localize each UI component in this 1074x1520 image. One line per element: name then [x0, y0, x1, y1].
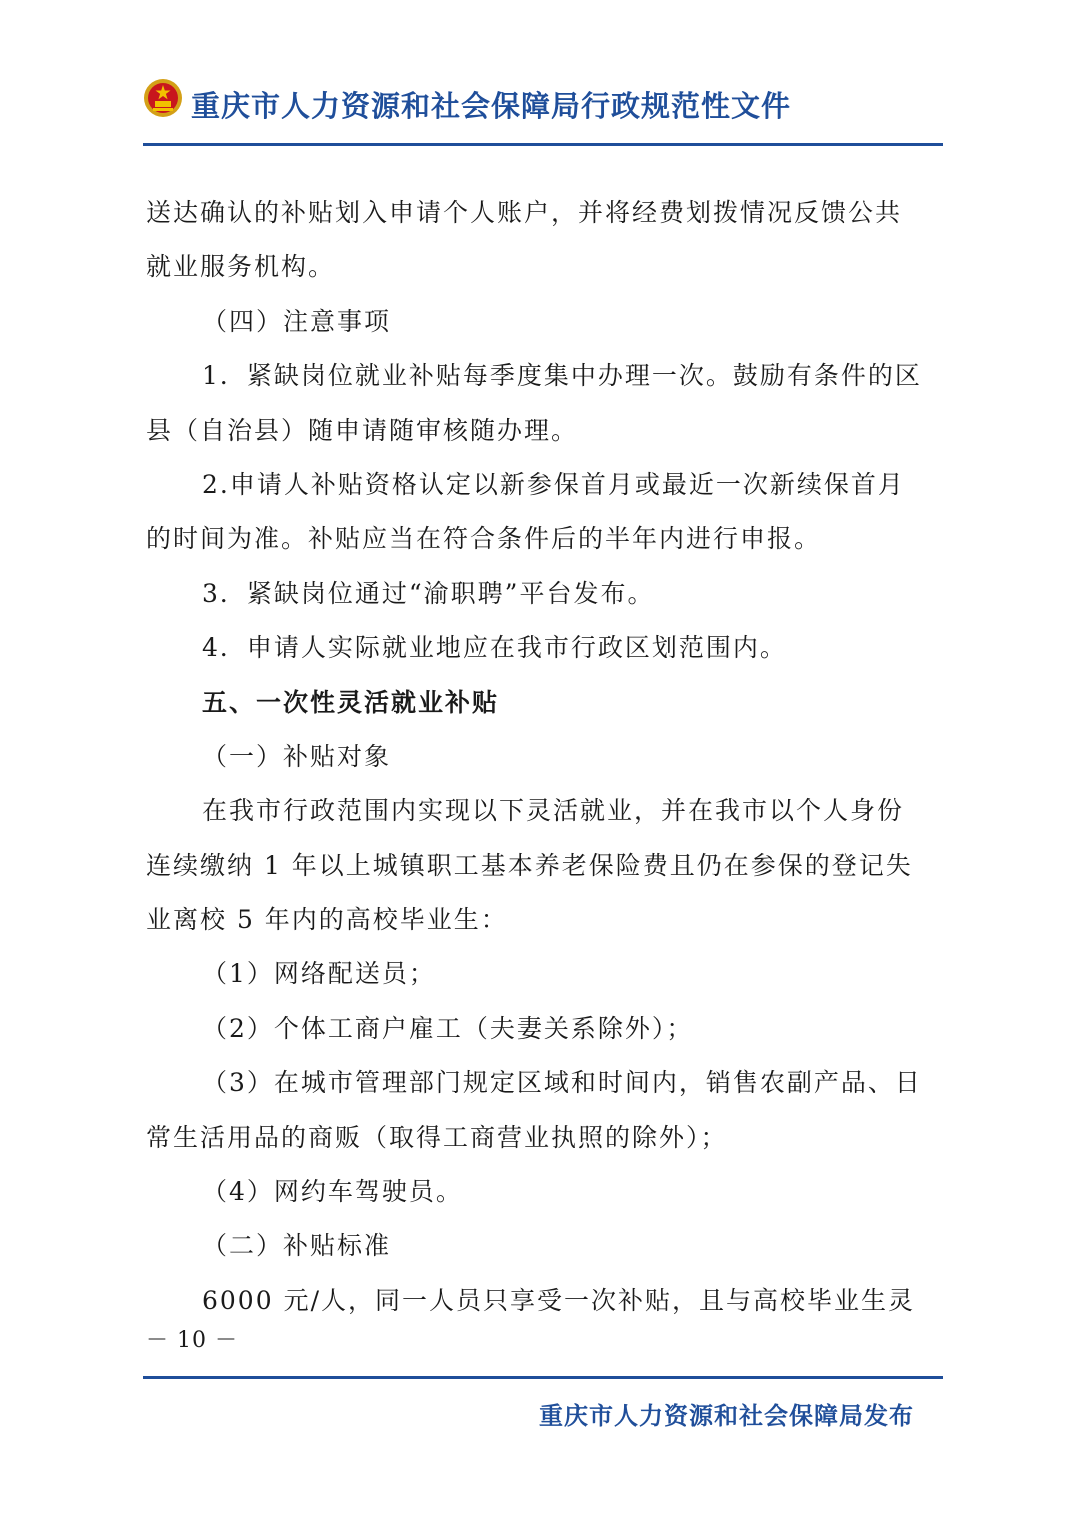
body-line: 县（自治县）随申请随审核随办理。 [146, 415, 579, 445]
body-line: 送达确认的补贴划入申请个人账户，并将经费划拨情况反馈公共 [146, 198, 903, 227]
section-heading: 五、一次性灵活就业补贴 [202, 687, 500, 717]
body-line: 2.申请人补贴资格认定以新参保首月或最近一次新续保首月 [202, 469, 905, 499]
body-line: 的时间为准。补贴应当在符合条件后的半年内进行申报。 [146, 524, 822, 554]
header-title: 重庆市人力资源和社会保障局行政规范性文件 [191, 89, 792, 123]
body-line: 6000 元/人，同一人员只享受一次补贴，且与高校毕业生灵 [202, 1285, 915, 1315]
body-line: 业离校 5 年内的高校毕业生： [146, 905, 508, 935]
body-line: （3）在城市管理部门规定区域和时间内，销售农副产品、日 [202, 1068, 922, 1098]
body-line: 4．申请人实际就业地应在我市行政区划范围内。 [202, 633, 787, 663]
footer-publisher: 重庆市人力资源和社会保障局发布 [539, 1402, 914, 1430]
body-line: 3．紧缺岗位通过“渝职聘”平台发布。 [202, 578, 655, 608]
page-number: － 10 － [146, 1328, 238, 1353]
document-header [143, 72, 943, 136]
body-line: （4）网约车驾驶员。 [202, 1177, 463, 1207]
body-line: （2）个体工商户雇工（夫妻关系除外）； [202, 1013, 694, 1043]
footer-divider [143, 1376, 943, 1379]
body-line: （二）补贴标准 [202, 1231, 392, 1261]
body-line: 连续缴纳 1 年以上城镇职工基本养老保险费且仍在参保的登记失 [146, 850, 913, 880]
header-divider [143, 143, 943, 146]
national-emblem-icon [143, 78, 183, 118]
body-line: 1．紧缺岗位就业补贴每季度集中办理一次。鼓励有条件的区 [202, 361, 922, 391]
body-line: （一）补贴对象 [202, 741, 392, 771]
body-line: （四）注意事项 [202, 306, 392, 336]
body-line: 常生活用品的商贩（取得工商营业执照的除外）； [146, 1122, 728, 1152]
body-line: （1）网络配送员； [202, 959, 436, 989]
body-line: 就业服务机构。 [146, 252, 336, 282]
document-body [146, 186, 946, 1328]
body-line: 在我市行政范围内实现以下灵活就业，并在我市以个人身份 [202, 796, 905, 826]
